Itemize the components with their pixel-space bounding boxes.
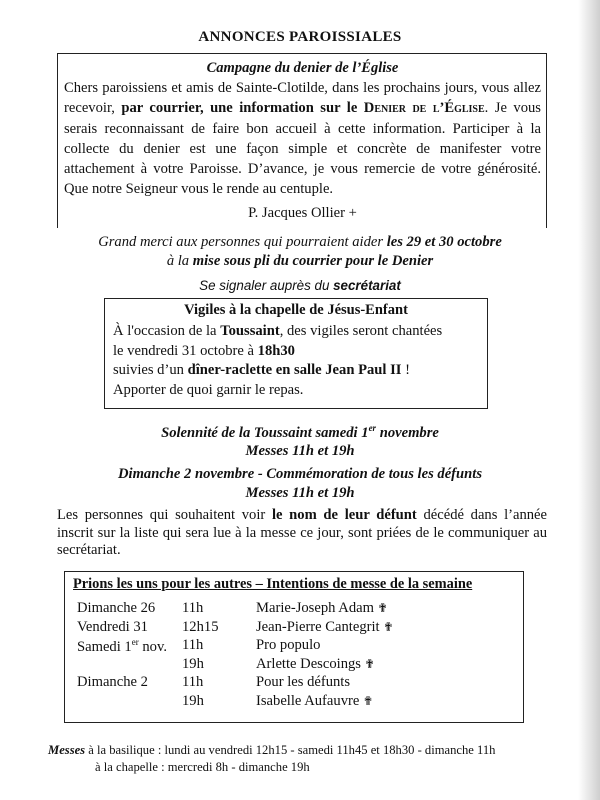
latin-cross-icon: ✟ [364, 656, 375, 671]
campaign-heading: Campagne du denier de l’Église [206, 60, 399, 76]
intentions-row: 19h Isabelle Aufauvre ✟ [182, 692, 374, 709]
campaign-box [57, 53, 547, 228]
vigils-line-2: le vendredi 31 octobre à 18h30 [113, 342, 295, 359]
latin-cross-icon: ✟ [383, 619, 394, 634]
intentions-row: Vendredi 31 12h15 Jean-Pierre Cantegrit ✟ [77, 618, 394, 635]
deceased-names-notice: Les personnes qui souhaitent voir le nom de leur défunt décédé dans l’année inscrit sur la liste qui sera lue à la messe ce jour, sont priées de le communiquer au secrétariat. [57, 507, 548, 558]
campaign-text: Chers paroissiens et amis de Sainte-Clotilde, dans les prochains jours, vous allez recevoir, par courrier, une information sur le Denier de l’Église. Je vous serais reconnaissant de faire bon accueil à cette information. Participer à la collecte du denier est une façon simple et concrète de manifester votre attachement à votre Paroisse. D’avance, je vous remercie de votre générosité. Que notre Seigneur vous le rende au centuple. [64, 80, 541, 198]
thanks-notice: Grand merci aux personnes qui pourraient aider les 29 et 30 octobre à la mise sous pli du courrier pour le Denier [98, 234, 502, 269]
vigils-line-4: Apporter de quoi garnir le repas. [113, 381, 304, 398]
page-title: ANNONCES PAROISSIALES [198, 29, 402, 45]
intentions-row: Samedi 1er nov. 11h Pro populo [77, 637, 321, 656]
contact-notice: Se signaler auprès du secrétariat [199, 278, 401, 293]
intentions-row: 19h Arlette Descoings ✟ [182, 655, 375, 672]
intentions-row: Dimanche 2 11h Pour les défunts [77, 674, 351, 691]
vigils-line-3: suivies d’un dîner-raclette en salle Jean Paul II ! [113, 362, 410, 379]
page-edge-shadow [578, 0, 600, 800]
mass-intentions-box [64, 571, 524, 723]
intentions-heading: Prions les uns pour les autres – Intentions de messe de la semaine [73, 576, 473, 592]
campaign-signature: P. Jacques Ollier + [248, 204, 357, 221]
mass-schedule-footer: Messes à la basilique : lundi au vendredi 12h15 - samedi 11h45 et 18h30 - dimanche 11h à la chapelle : mercredi 8h - dimanche 19h [48, 743, 496, 774]
intentions-row: Dimanche 26 11h Marie-Joseph Adam ✟ [77, 600, 388, 616]
all-souls-notice: Dimanche 2 novembre - Commémoration de tous les défunts Messes 11h et 19h [117, 466, 483, 501]
vigils-line-1: À l'occasion de la Toussaint, des vigiles seront chantées [113, 323, 443, 339]
vigils-heading: Vigiles à la chapelle de Jésus-Enfant [184, 302, 408, 318]
latin-cross-icon: ✟ [377, 601, 388, 615]
latin-cross-icon: ✟ [362, 693, 374, 708]
solemnity-notice: Solennité de la Toussaint samedi 1er novembre Messes 11h et 19h [161, 423, 439, 460]
vigils-box [104, 298, 488, 409]
